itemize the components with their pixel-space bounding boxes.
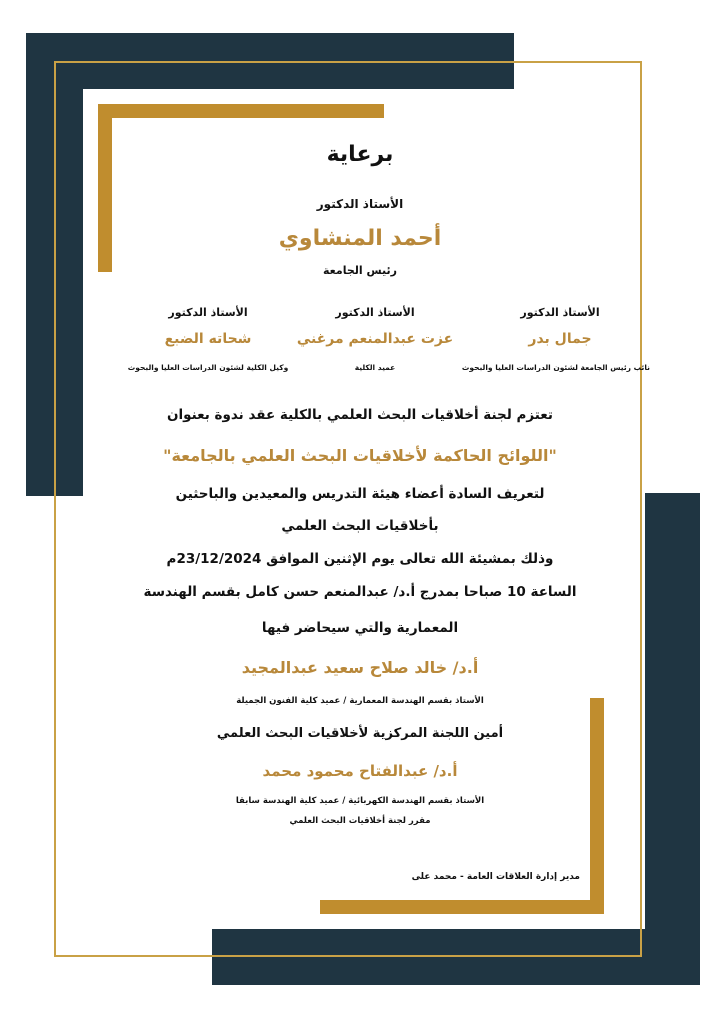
official-2 bbox=[285, 306, 465, 372]
president-name: أحمد المنشاوي bbox=[278, 226, 442, 251]
footer-signature: مدير إدارة العلاقات العامة - محمد على bbox=[411, 872, 580, 882]
body-line-5: المعمارية والتي سيحاضر فيها bbox=[261, 620, 459, 636]
official-2-name: عزت عبدالمنعم مرغني bbox=[296, 331, 454, 347]
seminar-title: "اللوائح الحاكمة لأخلاقيات البحث العلمي بالجامعة" bbox=[163, 446, 557, 465]
official-1-role: نائب رئيس الجامعة لشئون الدراسات العليا والبحوث bbox=[461, 363, 650, 372]
official-3-title: الأستاذ الدكتور bbox=[168, 306, 248, 319]
speaker-1-position: أمين اللجنة المركزية لأخلاقيات البحث العلمي bbox=[216, 726, 504, 741]
speaker-1-name: أ.د/ خالد صلاح سعيد عبدالمجيد bbox=[241, 658, 479, 677]
gold-bar-top-horizontal bbox=[98, 104, 384, 118]
body-line-2: بأخلاقيات البحث العلمي bbox=[281, 518, 439, 534]
official-3-role: وكيل الكلية لشئون الدراسات العليا والبحوث bbox=[127, 363, 289, 372]
official-3-name: شحاته الضبع bbox=[164, 331, 252, 347]
official-2-role: عميد الكلية bbox=[354, 363, 396, 372]
body-line-1: لتعريف السادة أعضاء هيئة التدريس والمعيدين والباحثين bbox=[175, 486, 545, 502]
body-line-3: وذلك بمشيئة الله تعالى يوم الإثنين الموافق 23/12/2024م bbox=[166, 551, 554, 567]
gold-bar-bottom-horizontal bbox=[320, 900, 604, 914]
official-3 bbox=[118, 306, 298, 372]
body-line-4: الساعة 10 صباحا بمدرج أ.د/ عبدالمنعم حسن كامل بقسم الهندسة bbox=[143, 584, 577, 600]
president-role: رئيس الجامعة bbox=[323, 264, 397, 277]
official-1-title: الأستاذ الدكتور bbox=[520, 306, 600, 319]
speaker-2-name: أ.د/ عبدالفتاح محمود محمد bbox=[262, 762, 458, 780]
patronage-heading: برعاية bbox=[326, 142, 394, 167]
speaker-1-role: الأستاذ بقسم الهندسة المعمارية / عميد كلية الفنون الجميلة bbox=[236, 696, 484, 706]
official-1 bbox=[461, 306, 650, 372]
official-1-name: جمال بدر bbox=[528, 331, 592, 347]
speaker-2-position: مقرر لجنة أخلاقيات البحث العلمي bbox=[289, 816, 431, 826]
intro-line: تعتزم لجنة أخلاقيات البحث العلمي بالكلية عقد ندوة بعنوان bbox=[167, 407, 553, 423]
official-2-title: الأستاذ الدكتور bbox=[335, 306, 415, 319]
president-title: الأستاذ الدكتور bbox=[316, 197, 404, 211]
speaker-2-role: الأستاذ بقسم الهندسة الكهربائية / عميد كلية الهندسة سابقا bbox=[235, 796, 485, 806]
